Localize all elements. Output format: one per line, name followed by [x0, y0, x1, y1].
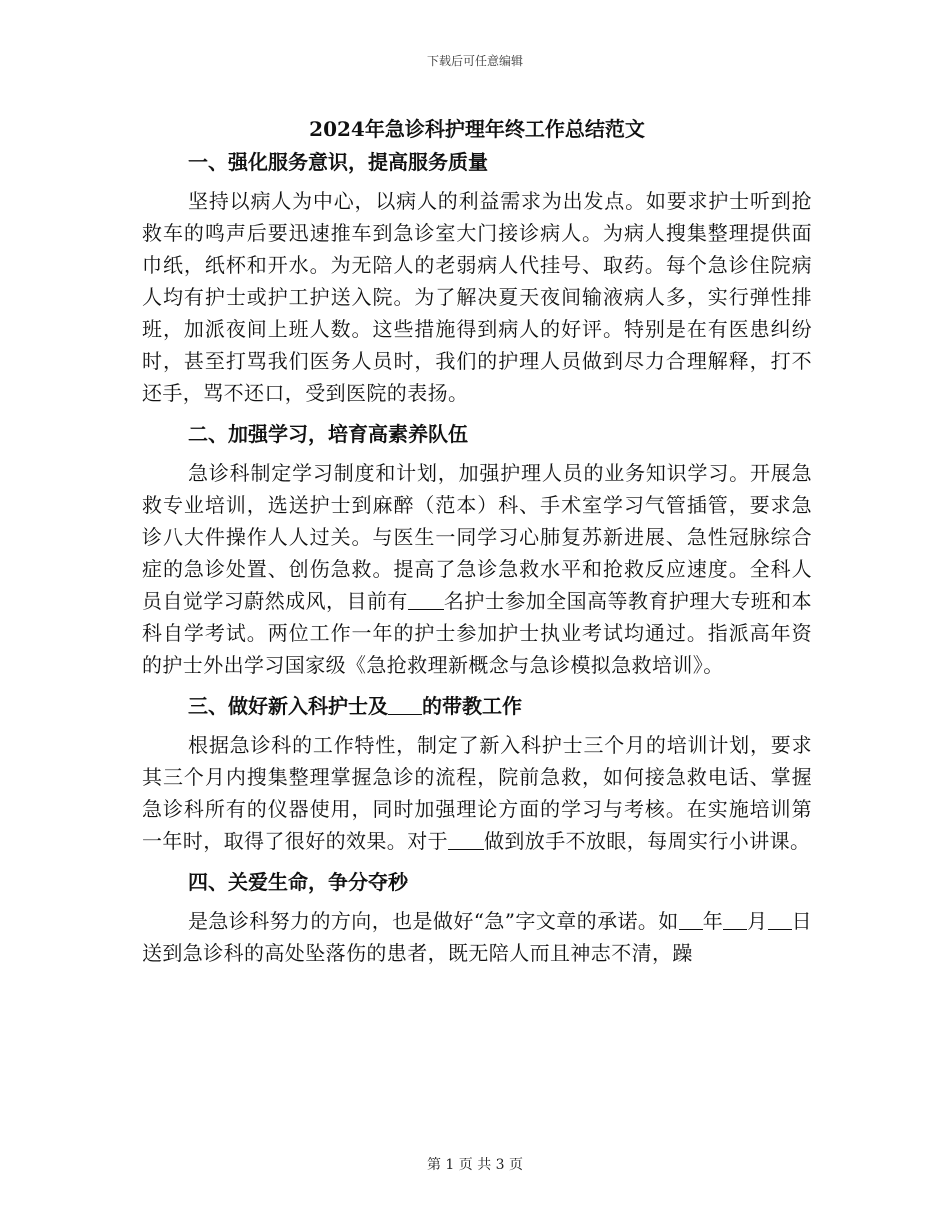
paragraph-text: 日送到急诊科的高处坠落伤的患者，既无陪人而且神志不清，躁 — [142, 909, 812, 965]
heading-text: 三、做好新入科护士及 — [188, 694, 388, 718]
paragraph-text: 名护士参加全国高等教育护理大专班和本科自学考试。两位工作一年的护士参加护士执业考试均通过。指派高年资的护士外出学习国家级《急抢救理新概念与急诊模拟急救培训》。 — [142, 589, 813, 677]
fill-in-blank — [768, 911, 792, 930]
section-heading: 四、关爱生命，争分夺秒 — [188, 870, 408, 894]
paragraph-text: 月 — [747, 909, 768, 933]
page-header: 下载后可任意编辑 — [426, 54, 523, 68]
page-footer: 第 1 页 共 3 页 — [426, 1157, 524, 1173]
section-heading: 二、加强学习，培育高素养队伍 — [188, 422, 468, 446]
fill-in-blank — [679, 911, 703, 930]
paragraph-text: 年 — [702, 909, 724, 933]
document-body — [142, 116, 812, 981]
paragraph-text: 急诊科制定学习制度和计划，加强护理人员的业务知识学习。开展急救专业培训，选送护士到麻醉（范本）科、手术室学习气管插管，要求急诊八大件操作人人过关。与医生一同学习心肺复苏新进展、急性冠脉综合症的急诊处置、创伤急救。提高了急诊急救水平和抢救反应速度。全科人员自觉学习蔚然成风，目前有 — [142, 461, 812, 613]
paragraph-text: 做到放手不放眼，每周实行小讲课。 — [484, 829, 811, 853]
fill-in-blank — [448, 831, 484, 850]
section-3 — [142, 693, 812, 857]
section-heading: 一、强化服务意识，提高服务质量 — [188, 150, 488, 174]
heading-text: 的带教工作 — [422, 694, 522, 718]
section-paragraph — [142, 457, 812, 681]
section-paragraph: 坚持以病人为中心，以病人的利益需求为出发点。如要求护士听到抢救车的鸣声后要迅速推车到急诊室大门接诊病人。为病人搜集整理提供面巾纸，纸杯和开水。为无陪人的老弱病人代挂号、取药。每个急诊住院病人均有护士或护工护送入院。为了解决夏天夜间输液病人多，实行弹性排班，加派夜间上班人数。这些措施得到病人的好评。特别是在有医患纠纷时，甚至打骂我们医务人员时，我们的护理人员做到尽力合理解释，打不还手，骂不还口，受到医院的表扬。 — [142, 189, 812, 405]
section-paragraph — [142, 729, 812, 857]
section-paragraph — [142, 905, 812, 969]
fill-in-blank — [408, 591, 444, 610]
fill-in-blank — [388, 696, 422, 715]
section-4 — [142, 869, 812, 969]
section-1 — [142, 149, 812, 409]
paragraph-text: 是急诊科努力的方向，也是做好“急”字文章的承诺。如 — [188, 909, 679, 933]
document-title: 2024年急诊科护理年终工作总结范文 — [309, 117, 645, 141]
section-heading — [142, 693, 812, 719]
fill-in-blank — [723, 911, 747, 930]
section-2 — [142, 421, 812, 681]
paragraph-text: 根据急诊科的工作特性，制定了新入科护士三个月的培训计划，要求其三个月内搜集整理掌握急诊的流程，院前急救，如何接急救电话、掌握急诊科所有的仪器使用，同时加强理论方面的学习与考核。在实施培训第一年时，取得了很好的效果。对于 — [142, 733, 812, 853]
